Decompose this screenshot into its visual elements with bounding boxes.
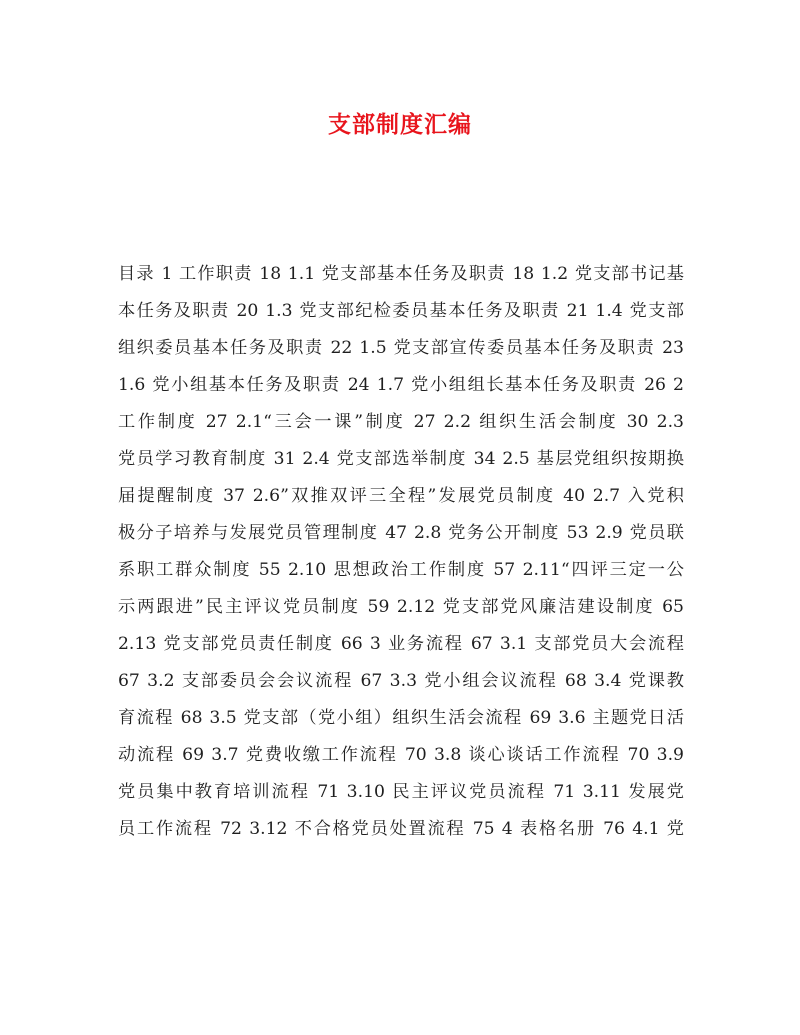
toc-line: 2.13 党支部党员责任制度 66 3 业务流程 67 3.1 支部党员大会流程	[118, 634, 684, 654]
toc-line: 员工作流程 72 3.12 不合格党员处置流程 75 4 表格名册 76 4.1 党	[118, 819, 684, 839]
toc-line: 党员集中教育培训流程 71 3.10 民主评议党员流程 71 3.11 发展党	[118, 782, 684, 802]
toc-line: 67 3.2 支部委员会会议流程 67 3.3 党小组会议流程 68 3.4 党课教	[118, 671, 684, 691]
toc-line: 系职工群众制度 55 2.10 思想政治工作制度 57 2.11“四评三定一公	[118, 560, 684, 580]
toc-line: 示两跟进”民主评议党员制度 59 2.12 党支部党风廉洁建设制度 65	[118, 597, 684, 617]
toc-line: 极分子培养与发展党员管理制度 47 2.8 党务公开制度 53 2.9 党员联	[118, 523, 684, 543]
toc-line: 党员学习教育制度 31 2.4 党支部选举制度 34 2.5 基层党组织按期换	[118, 449, 684, 469]
toc-line: 动流程 69 3.7 党费收缴工作流程 70 3.8 谈心谈话工作流程 70 3.9	[118, 745, 684, 765]
toc-line: 届提醒制度 37 2.6”双推双评三全程”发展党员制度 40 2.7 入党积	[118, 486, 684, 506]
toc-line: 本任务及职责 20 1.3 党支部纪检委员基本任务及职责 21 1.4 党支部	[118, 301, 684, 321]
toc-line: 育流程 68 3.5 党支部（党小组）组织生活会流程 69 3.6 主题党日活	[118, 708, 684, 728]
toc-line: 目录 1 工作职责 18 1.1 党支部基本任务及职责 18 1.2 党支部书记基	[118, 264, 684, 284]
toc-line: 组织委员基本任务及职责 22 1.5 党支部宣传委员基本任务及职责 23	[118, 338, 684, 358]
table-of-contents-text	[118, 256, 684, 848]
toc-line: 工作制度 27 2.1“三会一课”制度 27 2.2 组织生活会制度 30 2.3	[118, 412, 684, 432]
toc-line: 1.6 党小组基本任务及职责 24 1.7 党小组组长基本任务及职责 26 2	[118, 375, 684, 395]
document-title: 支部制度汇编	[328, 111, 472, 138]
